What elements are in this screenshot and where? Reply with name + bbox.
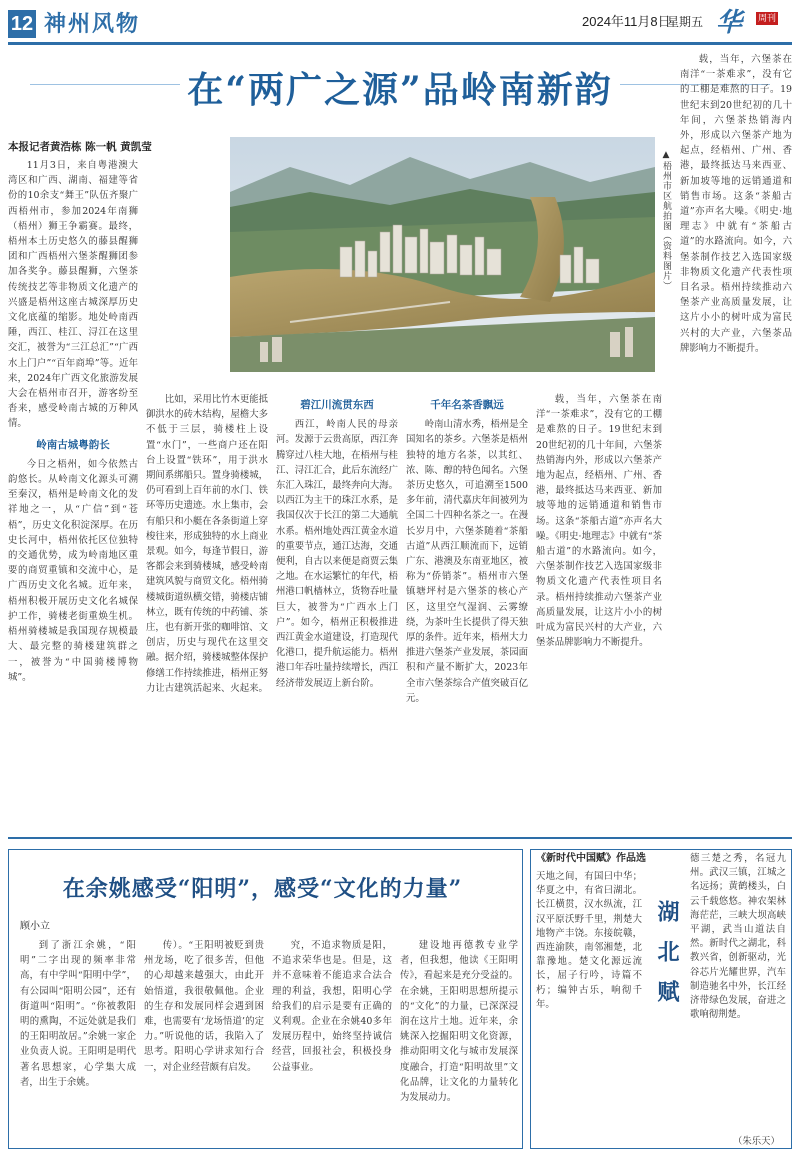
article1-column-4 (406, 392, 528, 830)
photo-caption: ▲梧州市区航拍图（资料图片） (661, 150, 671, 291)
article1-paragraph: 比如，采用比竹木更能抵御洪水的砖木结构，屋檐大多不低于三层，骑楼柱上设置“水门”，一些商户还在阳台上设置“铁环”，用于洪水期间系绑船只。置身骑楼城，仍可看到上百年前的水门、铁环等历史遗迹。水上集市，会有船只和小艇在各条街道上穿梭往来，形成独特的水上商业景观。如今，每逢节假日，游客都会来到骑楼城，感受岭南建筑风貌与商贸文化。梧州骑楼城街道纵横交错，骑楼店铺林立，既有传统的中药铺、茶庄，也有新开张的咖啡馆、文创店，历史与现代在这里交融。据介绍，骑楼城整体保护修缮工作持续推进，梧州正努力让古建筑活起来、火起来。 (146, 394, 268, 694)
subhead-famous-tea: 千年名茶香飘远 (430, 399, 504, 411)
article1-paragraph: 西江，岭南人民的母亲河。发源于云贵高原，西江奔腾穿过八桂大地，在梧州与桂江、浔江汇合，此后东流经广东汇入珠江，最终奔向大海。以西江为主干的珠江水系，是我国仅次于长江的第二大通航水系。梧州地处西江黄金水道的重要节点，通江达海，交通便利，自古以来便是商贾云集之地。在水运繁忙的年代，梧州港口帆樯林立，货物吞吐量巨大，被誉为“广西水上门户”。如今，梧州正积极推进西江黄金水道建设，打造现代化港口，提升航运能力。梧州港口年吞吐量持续增长，西江经济带发展迈上新台阶。 (276, 419, 398, 689)
aerial-city-illustration (230, 137, 655, 372)
article2-author: 顾小立 (20, 921, 50, 932)
page-number: 12 (8, 10, 36, 38)
poem-author: （朱乐天） (733, 1136, 780, 1147)
subhead-ancient-city: 岭南古城粤韵长 (36, 438, 110, 451)
issue-date: 2024年11月8日 (582, 14, 671, 29)
article2-paragraph: 传）。“王阳明被贬到贵州龙场，吃了很多苦，但他的心却越来越强大，由此开始悟道，我很敬佩他。企业的生存和发展同样会遇到困难，也需要有‘龙场悟道’的定力。”听说他的话，我陷入了思考。阳明心学讲求知行合一，对企业经营颇有启发。 (144, 940, 264, 1073)
poem-series-header: 《新时代中国赋》作品选 (536, 853, 646, 864)
poem-text: 天地之间，有国曰中华；华夏之中，有省曰湖北。长江横贯，汉水纵流，江汉平原沃野千里，荆楚大地物产丰饶。东接皖赣，西连渝陕，南邻湘楚，北靠豫地。楚文化源远流长，屈子行吟，诗篇不朽；编钟古乐，响彻千年。 (536, 871, 642, 1010)
aerial-city-photo (230, 137, 655, 372)
article2-paragraph: 建设地再德教专业学者，但我想，他读《王阳明传》，看起来是充分受益的。在余姚，王阳明思想所提示的“文化”的力量，已深深浸润在这片土地。近年来，余姚深入挖掘阳明文化资源，推动阳明文化与城市发展深度融合，打造“阳明故里”文化品牌，让文化的力量转化为发展动力。 (400, 940, 518, 1104)
article2-column-2 (144, 938, 264, 1142)
newspaper-logo (716, 6, 780, 40)
header-rule (8, 42, 792, 45)
article1-column-2 (146, 392, 268, 830)
logo-mark: 华 (716, 8, 743, 38)
article1-column-6 (680, 52, 792, 830)
article1-column-3 (276, 392, 398, 830)
article2-column-3 (272, 938, 392, 1142)
article2-column-1 (20, 938, 136, 1142)
article1-paragraph: 11月3日，来自粤港澳大湾区和广西、湖南、福建等省份的10余支“舞王”队伍齐聚广西梧州市，参加2024年南狮（梧州）狮王争霸赛。最终，梧州本土历史悠久的藤县醒狮团和广西梧州六堡茶醒狮团参加各奖争。藤县醒狮，六堡茶传统技艺等非物质文化遗产的兴盛是梧州这座古城深厚历史文化底蕴的缩影。地处岭南西陲，西江、桂江、浔江在这里交汇，被誉为“三江总汇”“广西水上门户”“百年商埠”等。近年来，2024年广西文化旅游发展大会在梧州市召开，游客纷至沓来，感受岭南古城的万种风情。 (8, 160, 138, 430)
logo-tag: 周刊 (758, 13, 777, 23)
article1-paragraph: 岭南山清水秀，梧州是全国知名的茶乡。六堡茶是梧州独特的地方名茶，以其红、浓、陈、醇的特色闻名。六堡茶历史悠久，可追溯至1500多年前，清代嘉庆年间被列为全国二十四种名茶之一。在漫长岁月中，六堡茶随着“茶船古道”从西江顺流而下，远销广东、港澳及东南亚地区，被称为“侨销茶”。梧州市六堡镇塘坪村是六堡茶的核心产区，这里空气湿润、云雾缭绕，为茶叶生长提供了得天独厚的条件。近年来，梧州大力推进六堡茶产业发展，茶园面积和产量不断扩大，2023年全市六堡茶综合产值突破百亿元。 (406, 419, 528, 704)
issue-weekday: 星期五 (667, 15, 704, 29)
article1-column-1 (8, 158, 138, 830)
section-divider (8, 837, 792, 839)
page-header (0, 0, 800, 46)
article1-paragraph: 今日之梧州，如今依然古韵悠长。从岭南文化源头可溯至秦汉，梧州是岭南文化的发祥地之一，从“广信”到“苍梧”，历史文化积淀深厚。在历史长河中，梧州依托区位独特的交通优势，成为岭南地区重要的商贸重镇和交流中心，是广西历史文化名城。近年来，梧州积极开展历史文化名城保护工作，骑楼老街重焕生机。梧州骑楼城是我国现存规模最大、最完整的骑楼建筑群之一，被誉为“中国骑楼博物城”。 (8, 458, 138, 683)
poem-column-2 (690, 852, 786, 1134)
article1-byline: 本报记者黄浩栋 陈一帆 黄凯莹 (8, 141, 152, 153)
article2-paragraph: 究，不追求物质是阳，不追求荣华也是。但是，这并不意味着不能追求合法合理的利益，我想，阳明心学给我们的启示是要有正确的义利观。企业在余姚40多年发展历程中，始终坚持诚信经营，回报社会，积极投身公益事业。 (272, 940, 392, 1073)
article2-headline: 在余姚感受“阳明”，感受“文化的力量” (62, 876, 463, 902)
poem-title: 湖北赋 (654, 900, 680, 1020)
poem-text: 德三楚之秀，名冠九州。武汉三镇，江城之名远扬；黄鹤楼头，白云千载悠悠。神农架林海茫茫，三峡大坝高峡平湖，武当山道法自然。新时代之湖北，科教兴省，创新驱动，光谷芯片光耀世界，汽车制造驰名中外，长江经济带绿色发展，奋进之歌响彻荆楚。 (690, 853, 786, 1021)
poem-column-1 (536, 870, 642, 1142)
article1-column-5 (536, 392, 662, 830)
article1-paragraph: 载，当年，六堡茶在南洋“一茶难求”，没有它的工棚是难熬的日子。19世纪末到20世纪初的几十年间，六堡茶热销海内外，形成以六堡茶产地为起点，经梧州、广州、香港，最终抵达马来西亚、新加坡等地的远销通道和销售市场。这条“茶船古道”亦声名大噪。《明史·地理志》中就有“茶船古道”的水路流向。如今，六堡茶制作技艺入选国家级非物质文化遗产代表性项目名录。梧州持续推动六堡茶产业高质量发展，让这片小小的树叶成为富民兴村的大产业，六堡茶品牌影响力不断提升。 (536, 394, 662, 649)
section-title: 神州风物 (44, 11, 141, 37)
article2-column-4 (400, 938, 518, 1142)
article2-paragraph: 到了浙江余姚，“阳明”二字出现的频率非常高，有中学叫“阳明中学”，有公园叫“阳明公园”，还有街道叫“阳明”。“你被教阳明的熏陶，不远处就是我们的王阳明故居。”余姚一家企业负责人说。王阳明是明代著名思想家，心学集大成者，出生于余姚。 (20, 940, 136, 1088)
article1-paragraph: 载，当年，六堡茶在南洋“一茶难求”，没有它的工棚是难熬的日子。19世纪末到20世纪初的几十年间，六堡茶热销海内外，形成以六堡茶产地为起点，经梧州、广州、香港，最终抵达马来西亚、新加坡等地的远销通道和销售市场。这条“茶船古道”亦声名大噪。《明史·地理志》中就有“茶船古道”的水路流向。如今，六堡茶制作技艺入选国家级非物质文化遗产代表性项目名录。梧州持续推动六堡茶产业高质量发展，让这片小小的树叶成为富民兴村的大产业，六堡茶品牌影响力不断提升。 (680, 54, 792, 354)
article1-headline: 在“两广之源”品岭南新韵 (187, 69, 613, 111)
subhead-xijiang-river: 碧江川流贯东西 (300, 399, 374, 411)
